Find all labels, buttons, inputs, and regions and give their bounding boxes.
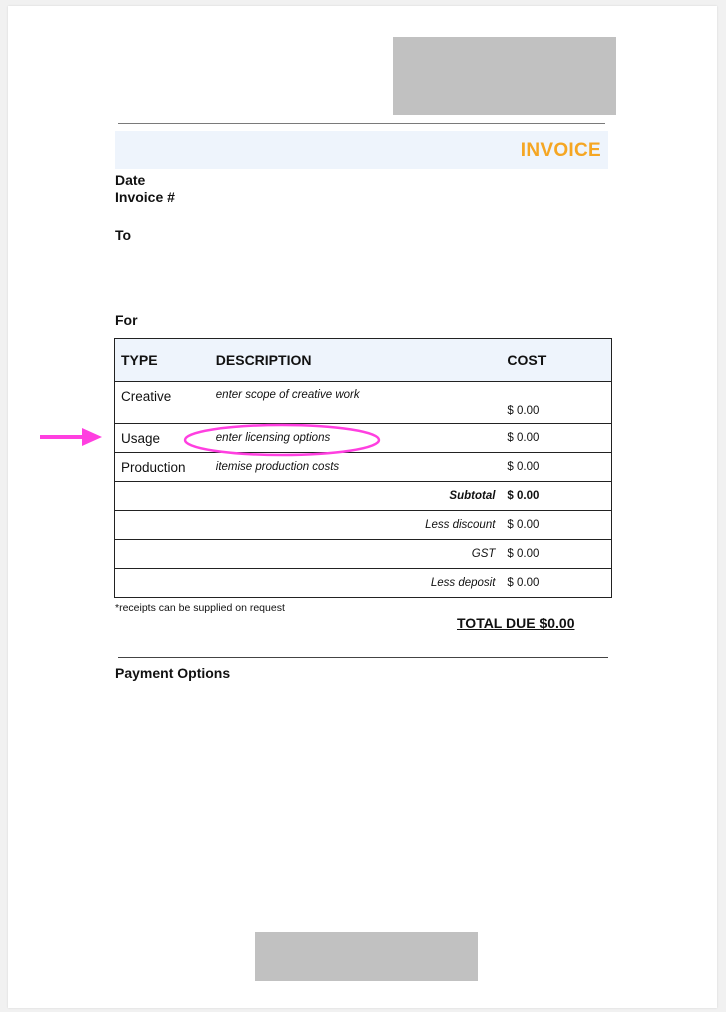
summary-row-subtotal <box>115 482 612 511</box>
date-label: Date <box>115 172 146 188</box>
summary-value[interactable]: $ 0.00 <box>507 540 611 569</box>
invoice-page <box>8 6 717 1008</box>
footer-placeholder <box>255 932 478 981</box>
row-description[interactable]: enter scope of creative work <box>216 382 508 424</box>
annotation-ellipse-icon <box>182 422 382 458</box>
annotation-arrow-icon <box>40 427 104 447</box>
table-row-creative <box>115 382 612 424</box>
summary-value[interactable]: $ 0.00 <box>507 577 540 589</box>
for-label: For <box>115 312 138 328</box>
summary-label: GST <box>115 540 508 569</box>
summary-row-discount <box>115 511 612 540</box>
summary-value: $ 0.00 <box>507 482 611 511</box>
row-type: Creative <box>115 382 216 424</box>
payment-options-label: Payment Options <box>115 665 231 681</box>
summary-value[interactable]: $ 0.00 <box>507 511 611 540</box>
row-cost[interactable]: $ 0.00 <box>507 424 611 453</box>
summary-label: Less discount <box>115 511 508 540</box>
invoice-title-band <box>115 131 608 169</box>
payment-divider <box>118 657 608 658</box>
invoice-title: INVOICE <box>520 140 601 161</box>
row-cost[interactable]: $ 0.00 <box>507 382 611 424</box>
column-header-description: DESCRIPTION <box>216 339 508 382</box>
invoice-table <box>114 338 612 598</box>
header-divider <box>118 123 605 124</box>
row-type: Production <box>115 453 216 482</box>
row-description[interactable]: itemise production costs <box>216 453 508 482</box>
total-due: TOTAL DUE $0.00 <box>457 615 575 631</box>
row-type: Usage <box>115 424 216 453</box>
row-description[interactable]: enter licensing options <box>216 424 508 453</box>
summary-row-gst <box>115 540 612 569</box>
to-label: To <box>115 227 132 243</box>
invoice-number-label: Invoice # <box>115 189 175 205</box>
row-cost[interactable]: $ 0.00 <box>507 453 611 482</box>
column-header-cost: COST <box>507 339 611 382</box>
receipts-footnote: *receipts can be supplied on request <box>115 602 285 614</box>
table-header-row <box>115 339 612 382</box>
summary-label: Less deposit <box>430 577 496 589</box>
column-header-type: TYPE <box>115 339 216 382</box>
summary-label: Subtotal <box>115 482 508 511</box>
logo-placeholder <box>393 37 616 115</box>
summary-row-deposit <box>115 569 612 598</box>
